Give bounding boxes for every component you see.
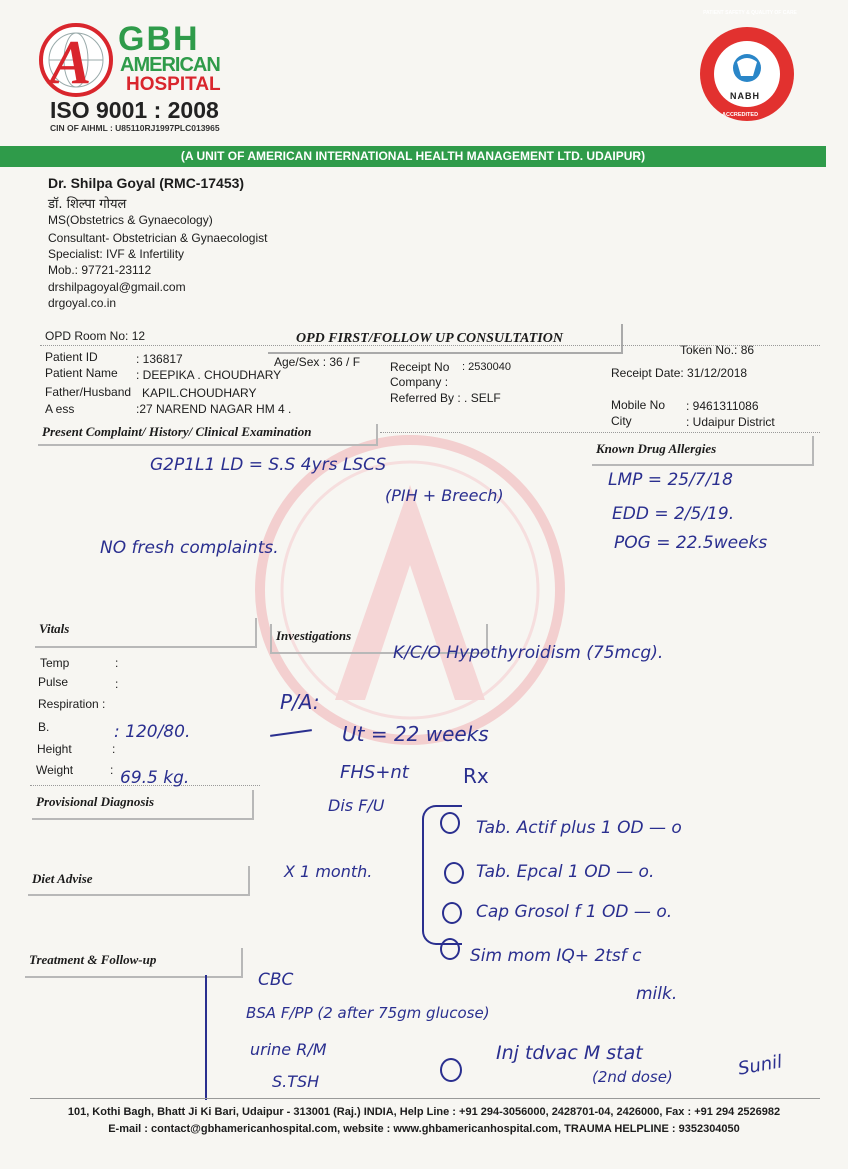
vital-colon: : bbox=[115, 677, 119, 691]
age-sex: Age/Sex : 36 / F bbox=[274, 355, 361, 369]
vitals-section-title: Vitals bbox=[35, 618, 257, 648]
mobile-number: : 9461311086 bbox=[686, 399, 759, 413]
referred-by: Referred By : . SELF bbox=[390, 391, 501, 405]
complaint-section-title: Present Complaint/ History/ Clinical Examination bbox=[38, 424, 378, 446]
patient-id: : 136817 bbox=[136, 352, 183, 366]
receipt-number: : 2530040 bbox=[462, 361, 511, 373]
doctor-website: drgoyal.co.in bbox=[48, 296, 117, 310]
vital-colon: : bbox=[115, 656, 119, 670]
opd-room: OPD Room No: 12 bbox=[45, 329, 146, 343]
hw-med-5: Inj tdvac M stat bbox=[496, 1042, 643, 1064]
provisional-section-title: Provisional Diagnosis bbox=[32, 790, 254, 820]
vital-weight: Weight bbox=[36, 763, 74, 777]
cin-number: CIN OF AIHML : U85110RJ1997PLC013965 bbox=[50, 123, 220, 133]
consult-title: OPD FIRST/FOLLOW UP CONSULTATION bbox=[296, 331, 563, 346]
hw-circle bbox=[440, 812, 460, 834]
vital-temp: Temp bbox=[40, 656, 70, 670]
hw-bp-value: : 120/80. bbox=[114, 722, 191, 742]
hw-med-2: Tab. Epcal 1 OD — o. bbox=[476, 862, 655, 882]
hw-diagnosis: Dis F/U bbox=[328, 796, 385, 815]
investigations-section-title: Investigations bbox=[270, 624, 488, 654]
hw-fetal: FHS+nt bbox=[340, 762, 409, 783]
doctor-mobile: Mob.: 97721-23112 bbox=[48, 263, 152, 277]
patient-id-label: Patient ID bbox=[45, 350, 98, 364]
hw-test-3: urine R/M bbox=[250, 1040, 327, 1059]
treatment-section-title: Treatment & Follow-up bbox=[25, 948, 243, 978]
hw-history: G2P1L1 LD = S.S 4yrs LSCS bbox=[150, 455, 387, 475]
allergies-section-title: Known Drug Allergies bbox=[592, 436, 814, 466]
footer-address: 101, Kothi Bagh, Bhatt Ji Ki Bari, Udaipur - 313001 (Raj.) INDIA, Help Line : +91 294-3056000, 2428701-04, 2426000, Fax : +91 294 2526982 bbox=[67, 1106, 781, 1118]
city-label: City bbox=[611, 414, 632, 428]
hw-edd: EDD = 2/5/19. bbox=[612, 504, 735, 524]
vital-colon: : bbox=[110, 763, 114, 777]
nabh-ring-text: PATIENT SAFETY & QUALITY OF CARE bbox=[703, 10, 797, 16]
doctor-email: drshilpagoyal@gmail.com bbox=[48, 280, 186, 294]
hw-usg: Ut = 22 weeks bbox=[342, 722, 489, 746]
doctor-degree: MS(Obstetrics & Gynaecology) bbox=[48, 213, 213, 227]
hw-med-4: Sim mom IQ+ 2tsf c bbox=[470, 946, 642, 966]
hw-med-5b: (2nd dose) bbox=[592, 1068, 673, 1086]
hw-signature: Sunil bbox=[736, 1051, 784, 1080]
doctor-specialist: Specialist: IVF & Infertility bbox=[48, 247, 185, 261]
address: :27 NAREND NAGAR HM 4 . bbox=[136, 402, 292, 416]
doctor-name-hindi: डॉ. शिल्पा गोयल bbox=[48, 197, 127, 212]
hw-med-1: Tab. Actif plus 1 OD — o bbox=[476, 818, 682, 838]
hw-complaint: NO fresh complaints. bbox=[100, 538, 279, 558]
hw-weight-value: 69.5 kg. bbox=[120, 768, 190, 788]
hw-duration: X 1 month. bbox=[284, 862, 373, 881]
city: : Udaipur District bbox=[686, 415, 775, 429]
hw-usg-prefix: P/A: bbox=[280, 690, 320, 714]
hw-test-2: BSA F/PP (2 after 75gm glucose) bbox=[246, 1004, 490, 1022]
mobile-label: Mobile No bbox=[611, 398, 666, 412]
hw-circle bbox=[440, 938, 460, 960]
hw-med-3: Cap Grosol f 1 OD — o. bbox=[476, 902, 673, 922]
vital-respiration: Respiration : bbox=[38, 697, 106, 711]
hw-test-4: S.TSH bbox=[272, 1072, 320, 1091]
father-label: Father/Husband bbox=[45, 385, 132, 399]
divider bbox=[380, 432, 820, 433]
hw-med-4b: milk. bbox=[636, 984, 678, 1004]
doctor-name: Dr. Shilpa Goyal (RMC-17453) bbox=[48, 175, 245, 191]
hw-rx: Rx bbox=[463, 764, 489, 788]
hw-circle bbox=[442, 902, 462, 924]
logo-letter: A bbox=[50, 29, 92, 97]
token-number: Token No.: 86 bbox=[680, 343, 755, 357]
patient-name: : DEEPIKA . CHOUDHARY bbox=[136, 368, 282, 382]
vital-colon: : bbox=[112, 742, 116, 756]
hw-circle bbox=[444, 862, 464, 884]
hw-lmp: LMP = 25/7/18 bbox=[608, 470, 733, 490]
brand-gbh: GBH bbox=[118, 20, 200, 58]
iso-cert: ISO 9001 : 2008 bbox=[50, 97, 219, 123]
nabh-accredited: ACCREDITED bbox=[722, 112, 759, 118]
hw-test-1: CBC bbox=[258, 970, 294, 990]
brand-american: AMERICAN bbox=[120, 54, 220, 76]
vital-height: Height bbox=[37, 742, 72, 756]
nabh-seal bbox=[697, 24, 797, 124]
footer-divider bbox=[30, 1098, 820, 1099]
nabh-label: NABH bbox=[730, 91, 760, 101]
receipt-date: Receipt Date: 31/12/2018 bbox=[611, 366, 748, 380]
receipt-label: Receipt No bbox=[390, 360, 450, 374]
banner-text: (A UNIT OF AMERICAN INTERNATIONAL HEALTH MANAGEMENT LTD. UDAIPUR) bbox=[180, 149, 646, 163]
brand-hospital: HOSPITAL bbox=[126, 74, 221, 95]
diet-section-title: Diet Advise bbox=[28, 866, 250, 896]
hw-pog: POG = 22.5weeks bbox=[614, 533, 768, 553]
hw-circle bbox=[440, 1058, 462, 1082]
footer-contact: E-mail : contact@gbhamericanhospital.com, website : www.ghbamericanhospital.com, TRAUMA HELPLINE : 9352304050 bbox=[108, 1123, 740, 1135]
address-label: A ess bbox=[45, 402, 75, 416]
hw-bracket bbox=[205, 975, 225, 1100]
company: Company : bbox=[390, 375, 449, 389]
divider bbox=[40, 345, 820, 346]
hw-history-2: (PIH + Breech) bbox=[385, 486, 504, 505]
father-name: KAPIL.CHOUDHARY bbox=[142, 386, 257, 400]
vital-pulse: Pulse bbox=[38, 675, 69, 689]
doctor-consultant: Consultant- Obstetrician & Gynaecologist bbox=[48, 231, 268, 245]
vital-bp: B. bbox=[38, 720, 50, 734]
hw-kco: K/C/O Hypothyroidism (75mcg). bbox=[393, 643, 664, 663]
patient-name-label: Patient Name bbox=[45, 366, 118, 380]
